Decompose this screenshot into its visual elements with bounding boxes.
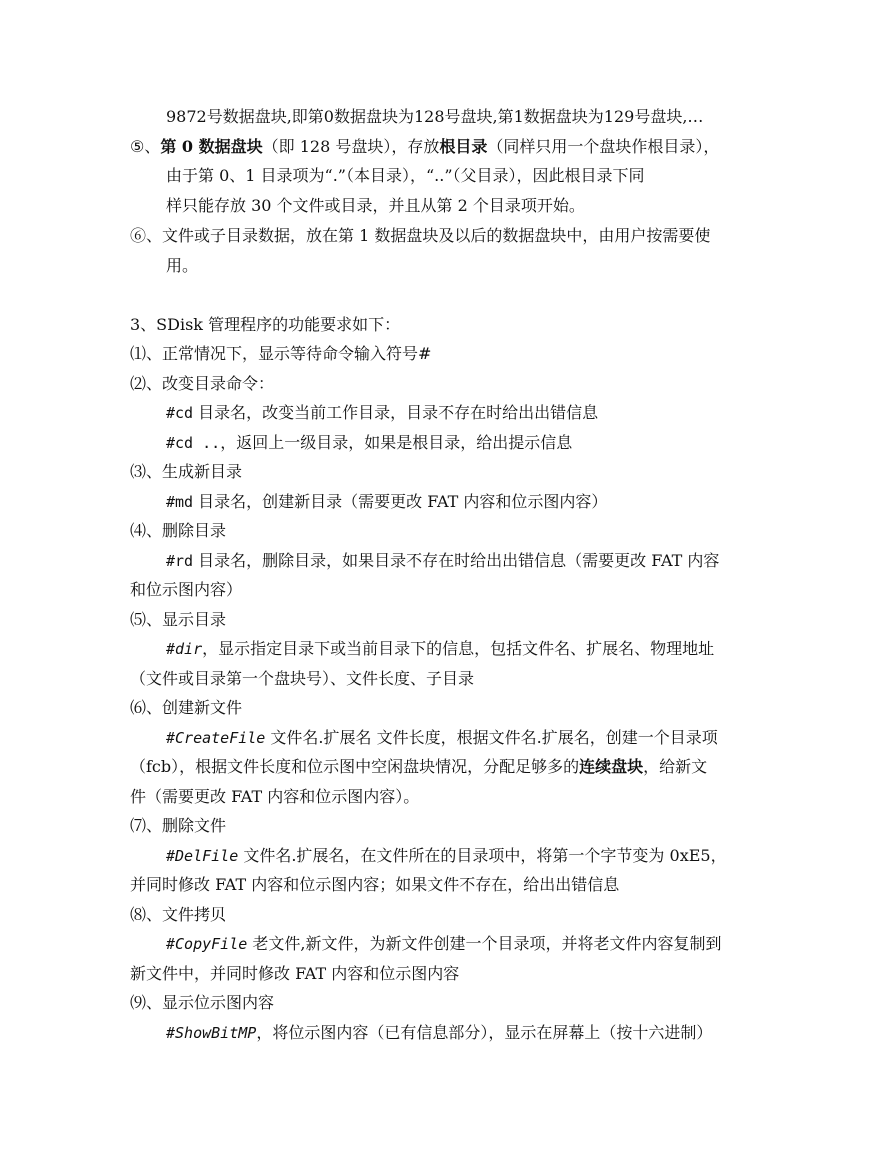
- command-desc: 文件名.扩展名，在文件所在的目录项中，将第一个字节变为 0xE5，: [238, 846, 727, 865]
- command-desc: ，显示指定目录下或当前目录下的信息，包括文件名、扩展名、物理地址: [202, 639, 715, 658]
- command-name: #rd: [166, 552, 194, 570]
- requirement-4: ⑷、删除目录: [130, 521, 227, 540]
- text-line: 新文件中，并同时修改 FAT 内容和位示图内容: [130, 964, 460, 983]
- text-run: （fcb），根据文件长度和位示图中空闲盘块情况，分配足够多的: [130, 757, 580, 776]
- command-line: [166, 639, 714, 659]
- command-name: #DelFile: [166, 847, 239, 865]
- command-line: [166, 846, 727, 866]
- requirement-8: ⑻、文件拷贝: [130, 905, 227, 924]
- command-name: #CopyFile: [166, 935, 248, 953]
- list-item-5: [130, 137, 719, 157]
- requirement-1: ⑴、正常情况下，显示等待命令输入符号#: [130, 344, 432, 363]
- command-desc: ，将位示图内容（已有信息部分），显示在屏幕上（按十六进制）: [256, 1023, 713, 1042]
- requirement-3: ⑶、生成新目录: [130, 462, 243, 481]
- command-line: [166, 492, 607, 512]
- bold-term: 连续盘块: [579, 757, 644, 776]
- bold-term: 根目录: [439, 137, 488, 156]
- text-line: 用。: [166, 256, 199, 275]
- text-line: 并同时修改 FAT 内容和位示图内容；如果文件不存在，给出出错信息: [130, 875, 620, 894]
- text-line: 件（需要更改 FAT 内容和位示图内容）。: [130, 787, 420, 806]
- list-item-6: ⑥、文件或子目录数据，放在第 1 数据盘块及以后的数据盘块中，由用户按需要使: [130, 226, 711, 245]
- text-line: 9872号数据盘块,即第0数据盘块为128号盘块,第1数据盘块为129号盘块,…: [166, 107, 704, 126]
- command-desc: 目录名，创建新目录（需要更改 FAT 内容和位示图内容）: [193, 492, 608, 511]
- requirement-2: ⑵、改变目录命令：: [130, 374, 275, 393]
- text-run: （即 128 号盘块），存放: [262, 137, 440, 156]
- section-heading: 3、SDisk 管理程序的功能要求如下：: [130, 315, 401, 334]
- text-run: ，给新文: [643, 757, 708, 776]
- command-desc: 文件名.扩展名 文件长度，根据文件名.扩展名，创建一个目录项: [265, 728, 718, 747]
- command-desc: ，返回上一级目录，如果是根目录，给出提示信息: [220, 433, 573, 452]
- command-name: #cd ..: [166, 434, 221, 452]
- command-name: #dir: [166, 640, 203, 658]
- command-name: #CreateFile: [166, 729, 266, 747]
- requirement-7: ⑺、删除文件: [130, 816, 227, 835]
- command-desc: 老文件,新文件，为新文件创建一个目录项，并将老文件内容复制到: [247, 934, 722, 953]
- command-line: [166, 934, 721, 954]
- command-desc: 目录名，改变当前工作目录，目录不存在时给出出错信息: [193, 403, 599, 422]
- requirement-5: ⑸、显示目录: [130, 610, 227, 629]
- command-line: [166, 433, 572, 453]
- command-name: #md: [166, 493, 194, 511]
- command-line: [166, 551, 719, 571]
- text-line: 由于第 0、1 目录项为“.”（本目录），“..”（父目录），因此根目录下同: [166, 166, 645, 185]
- command-line: [166, 728, 718, 748]
- command-line: [166, 1023, 712, 1043]
- bold-term: 第 0 数据盘块: [160, 137, 263, 156]
- command-line: [166, 403, 598, 423]
- text-line: [130, 757, 707, 777]
- text-line: 样只能存放 30 个文件或目录，并且从第 2 个目录项开始。: [166, 196, 585, 215]
- text-line: （文件或目录第一个盘块号）、文件长度、子目录: [130, 669, 475, 688]
- command-desc: 目录名，删除目录，如果目录不存在时给出出错信息（需要更改 FAT 内容: [193, 551, 720, 570]
- requirement-6: ⑹、创建新文件: [130, 698, 243, 717]
- item-marker: ⑤、: [130, 137, 161, 156]
- requirement-9: ⑼、显示位示图内容: [130, 993, 275, 1012]
- command-name: #ShowBitMP: [166, 1024, 257, 1042]
- text-run: （同样只用一个盘块作根目录），: [487, 137, 720, 156]
- text-line: 和位示图内容）: [130, 580, 243, 599]
- command-name: #cd: [166, 404, 194, 422]
